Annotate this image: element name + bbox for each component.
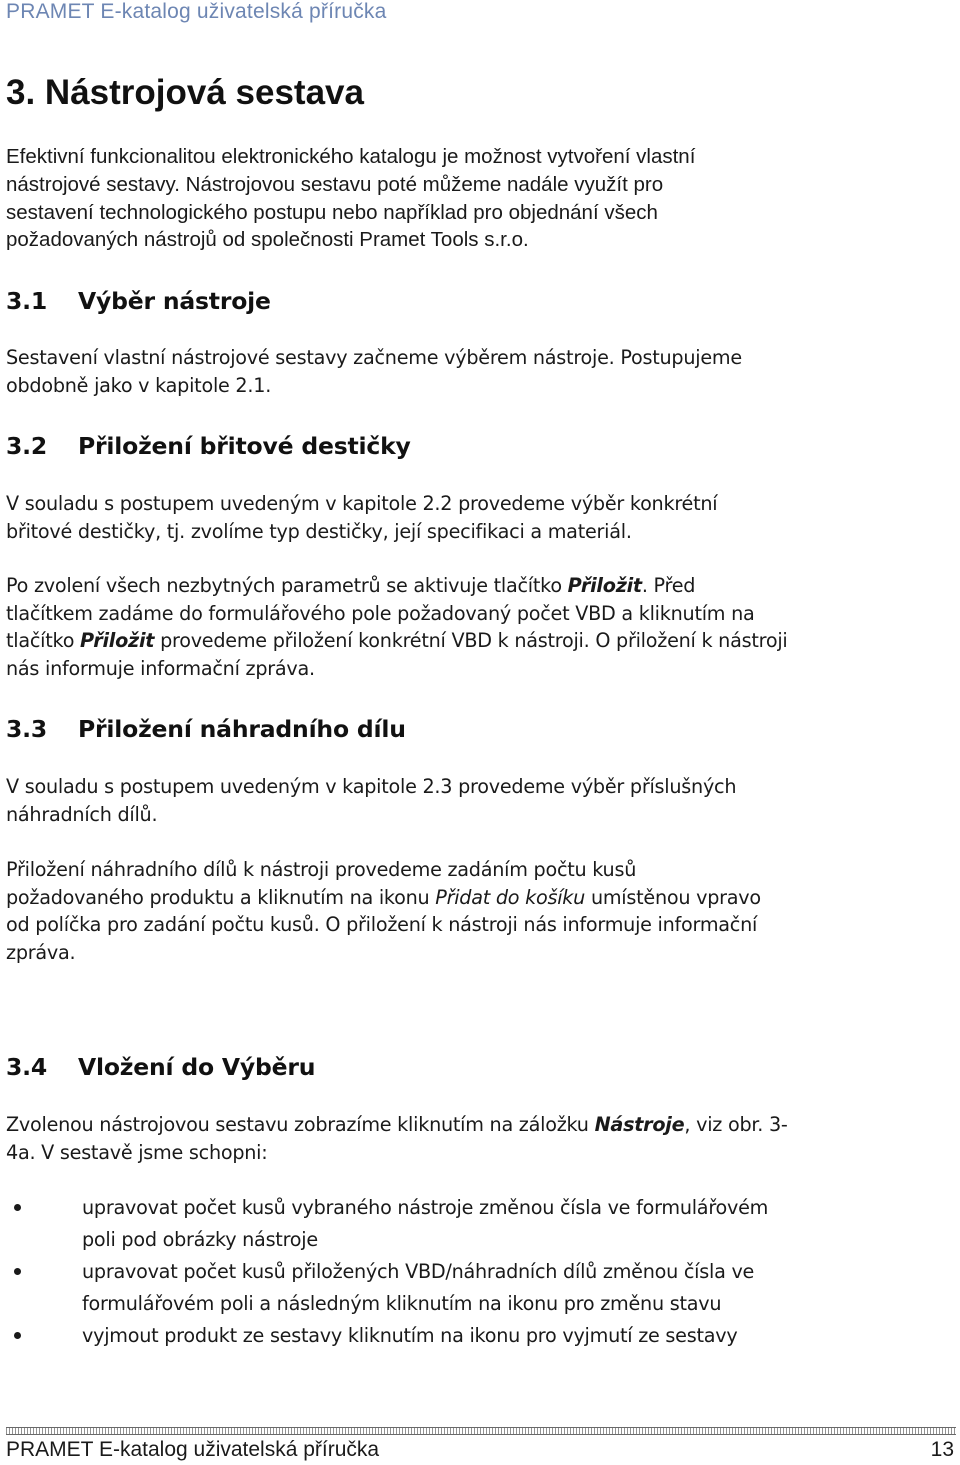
footer-divider <box>6 1427 956 1435</box>
intro-line: požadovaných nástrojů od společnosti Pramet Tools s.r.o. <box>6 228 529 252</box>
section-heading-3-4 <box>6 1052 315 1082</box>
footer-title: PRAMET E-katalog uživatelská příručka <box>6 1438 380 1461</box>
section-3-2-paragraph-2 <box>6 572 951 682</box>
paragraph-line: břitové destičky, tj. zvolíme typ destičky, její specifikaci a materiál. <box>6 519 632 543</box>
paragraph-line: zpráva. <box>6 940 76 964</box>
paragraph-line: tlačítkem zadáme do formulářového pole požadovaný počet VBD a kliknutím na <box>6 601 755 625</box>
paragraph-line: od políčka pro zadání počtu kusů. O přiložení k nástroji nás informuje informační <box>6 913 758 936</box>
tab-name-nastroje: Nástroje <box>594 1113 685 1136</box>
bullet-icon <box>14 1268 21 1275</box>
text-run: , viz obr. 3- <box>684 1113 788 1136</box>
paragraph-line: V souladu s postupem uvedeným v kapitole 2.2 provedeme výběr konkrétní <box>6 492 718 515</box>
paragraph-line <box>6 572 951 600</box>
section-number: 3.1 <box>6 287 48 315</box>
section-title: Výběr nástroje <box>78 287 271 315</box>
text-run: provedeme přiložení konkrétní VBD k nástroji. O přiložení k nástroji <box>154 629 788 652</box>
section-number: 3.3 <box>6 715 48 743</box>
list-item <box>6 1256 926 1319</box>
text-run: požadovaného produktu a kliknutím na ikonu <box>6 885 436 909</box>
text-run: tlačítko <box>6 629 81 652</box>
text-run: Po zvolení všech nezbytných parametrů se aktivuje tlačítko <box>6 574 568 597</box>
capability-list <box>6 1192 926 1352</box>
intro-line: nástrojové sestavy. Nástrojovou sestavu poté můžeme nadále využít pro <box>6 172 664 196</box>
chapter-title: 3. Nástrojová sestava <box>6 73 364 112</box>
bullet-icon <box>14 1204 21 1211</box>
chapter-intro <box>6 143 946 254</box>
section-title: Přiložení břitové destičky <box>78 432 411 460</box>
list-item-line: upravovat počet kusů přiložených VBD/náhradních dílů změnou čísla ve <box>82 1260 755 1283</box>
list-item-line: upravovat počet kusů vybraného nástroje změnou čísla ve formulářovém <box>82 1196 769 1219</box>
paragraph-line: obdobně jako v kapitole 2.1. <box>6 373 272 397</box>
text-run: umístěnou vpravo <box>585 885 761 909</box>
section-heading-3-1 <box>6 286 271 316</box>
list-item-line: poli pod obrázky nástroje <box>82 1227 318 1251</box>
paragraph-line: Přiložení náhradního dílů k nástroji provedeme zadáním počtu kusů <box>6 858 637 881</box>
list-item <box>6 1192 926 1255</box>
section-3-1-paragraph <box>6 344 951 399</box>
paragraph-line <box>6 1111 951 1139</box>
section-heading-3-2 <box>6 431 411 461</box>
section-3-2-paragraph-1 <box>6 490 951 545</box>
paragraph-line: 4a. V sestavě jsme schopni: <box>6 1140 268 1164</box>
text-run: . Před <box>641 574 696 597</box>
section-number: 3.2 <box>6 432 48 460</box>
list-item-line: vyjmout produkt ze sestavy kliknutím na ikonu pro vyjmutí ze sestavy <box>82 1324 738 1347</box>
section-heading-3-3 <box>6 714 406 744</box>
text-run: Zvolenou nástrojovou sestavu zobrazíme kliknutím na záložku <box>6 1113 595 1136</box>
section-3-3-paragraph-1 <box>6 773 951 828</box>
paragraph-line: Sestavení vlastní nástrojové sestavy začneme výběrem nástroje. Postupujeme <box>6 346 742 369</box>
button-name-priloziti: Přiložit <box>567 574 642 597</box>
intro-line: sestavení technologického postupu nebo například pro objednání všech <box>6 200 658 224</box>
button-name-priloziti: Přiložit <box>80 629 155 652</box>
icon-name-pridat-do-kosiku: Přidat do košíku <box>435 885 586 909</box>
bullet-icon <box>14 1332 21 1339</box>
section-title: Vložení do Výběru <box>78 1053 316 1081</box>
paragraph-line <box>6 884 951 912</box>
page-number: 13 <box>930 1438 954 1461</box>
running-header: PRAMET E-katalog uživatelská příručka <box>6 0 387 23</box>
section-3-3-paragraph-2 <box>6 856 951 966</box>
section-title: Přiložení náhradního dílu <box>78 715 406 743</box>
section-number: 3.4 <box>6 1053 48 1081</box>
paragraph-line: V souladu s postupem uvedeným v kapitole 2.3 provedeme výběr příslušných <box>6 775 737 798</box>
paragraph-line: náhradních dílů. <box>6 802 158 826</box>
list-item <box>6 1320 926 1352</box>
list-item-line: formulářovém poli a následným kliknutím na ikonu pro změnu stavu <box>82 1291 722 1315</box>
intro-line: Efektivní funkcionalitou elektronického katalogu je možnost vytvoření vlastní <box>6 145 696 168</box>
paragraph-line <box>6 627 951 655</box>
section-3-4-paragraph <box>6 1111 951 1166</box>
paragraph-line: nás informuje informační zpráva. <box>6 656 315 680</box>
